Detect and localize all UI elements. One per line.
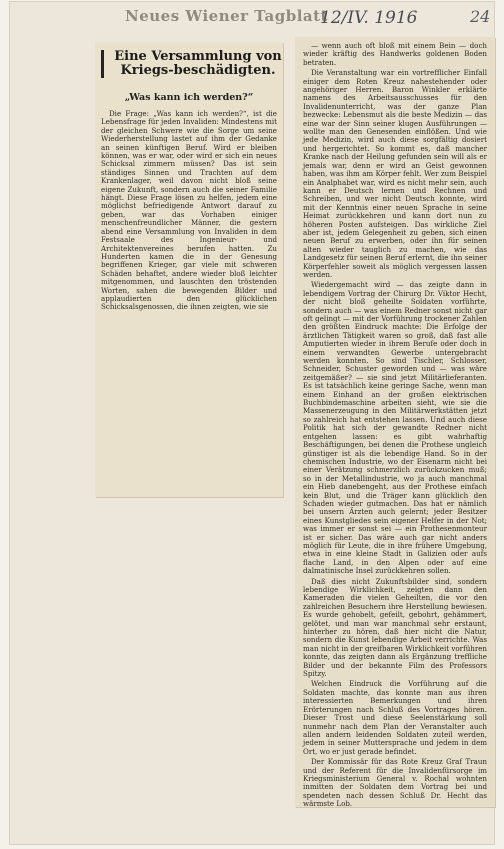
left-column-text	[101, 110, 277, 312]
masthead: Neues Wiener Tagblatt	[125, 7, 328, 25]
article-headline: Eine Versammlung von Kriegs-beschädigten.	[101, 50, 286, 78]
right-column-text	[303, 42, 487, 811]
paragraph: — wenn auch oft bloß mit einem Bein — doch wieder kräftig des Handwerks goldenen Boden betraten.	[303, 41, 487, 67]
paragraph: Der Kommissär für das Rote Kreuz Graf Traun und der Referent für die Invalidenfürsorge im Kriegsministerium General v. Rochal wohnten inmitten der Soldaten dem Vortrag bei und spendeten nach dessen Schluß Dr. Hecht das wärmste Lob.	[303, 757, 487, 809]
paragraph: Welchen Eindruck die Vorführung auf die Soldaten machte, das konnte man aus ihren interessierten Bemerkungen und ihren Erörterungen nach Schluß des Vortrages hören. Dieser Trost und diese Seelenstärkung soll nunmehr nach dem Plan der Veranstalter auch allen andern leidenden Soldaten zuteil werden, jedem in seiner Muttersprache und jedem in dem Ort, wo er just gerade befindet.	[303, 679, 487, 756]
page-number: 24	[470, 7, 491, 26]
handwritten-date: 12/IV. 1916	[320, 8, 418, 28]
paragraph: Die Frage: „Was kann ich werden?“, ist die Lebensfrage für jeden Invaliden: Mindestens mit der gleichen Schwere wie die Sorge um seine Wiederherstellung lastet auf ihm der Gedanke an seinen künftigen Beruf. Wird er bleiben können, was er war, oder wird er sich ein neues Schicksal zimmern müssen? Das ist sein ständiges Sinnen und Trachten auf dem Krankenlager, weil davon nicht bloß seine eigene Zukunft, sondern auch die seiner Familie hängt. Diese Frage lösen zu helfen, jedem eine möglichst befriedigende Antwort darauf zu geben, war das Vorhaben einiger menschenfreundlicher Männer, die gestern abend eine Versammlung von Invaliden in dem Festsaale des Ingenieur- und Architektenvereines berufen hatten. Zu Hunderten kamen die in der Genesung begriffenen Krieger, gar viele mit schweren Schäden behaftet, andere wieder bloß leichter mitgenommen, und lauschten den tröstenden Worten, sahen die bewegenden Bilder und applaudierten den glücklichen Schicksalsgenossen, die ihnen zeigten, wie sie	[101, 109, 277, 312]
article-subheadline: „Was kann ich werden?“	[124, 92, 254, 103]
clipping-left-column	[95, 42, 283, 497]
newspaper-sheet	[10, 2, 494, 844]
paragraph: Daß dies nicht Zukunftsbilder sind, sondern lebendige Wirklichkeit, zeigten dann den Kameraden die vielen Geheilten, die vor den zahlreichen Besuchern ihre Herstellung bewiesen. Es wurde gehobelt, gefeilt, gebohrt, gehämmert, gelötet, und man war manchmal sehr erstaunt, hinterher zu hören, daß hier nicht die Natur, sondern die Kunst lebendige Arbeit verrichte. Was man nicht in der greifbaren Wirklichkeit vorführen konnte, das zeigten dann als Ergänzung treffliche Bilder und der bekannte Film des Professors Spitzy.	[303, 576, 487, 679]
clipping-right-column	[295, 37, 495, 807]
paragraph: Die Veranstaltung war ein vortrefflicher Einfall einiger dem Roten Kreuz nahestehender oder angehöriger Herren. Baron Winkler erklärte namens des Arbeitsausschusses für den Invalidenunterricht, was der ganze Plan bezwecke: Lebensmut als die beste Medizin — das eine war der Sinn seiner klugen Ausführungen — wollte man den Genesenden einflößen. Und wie jede Medizin, wird auch diese sorgfältig dosiert und hergerichtet. So kommt es, daß mancher Kranke nach der Heilung gefunden sein will als er jemals war, denn er wird an Geist gewonnen haben, was ihm am Körper fehlt. Wer zum Beispiel ein Analphabet war, wird es nicht mehr sein, auch kann er Deutsch lernen und Rechnen und Schreiben, und wer nicht Deutsch konnte, wird mit der Kenntnis einer neuen Sprache in seine Heimat zurückkehren und kann dort nun zu höheren Posten aufsteigen. Das wirkliche Ziel aber ist, jedem Gelegenheit zu geben, sich einen neuen Beruf zu erwerben, oder ihn für seinen alten wieder tauglich zu machen, wie das Landgesetz für seinen Beruf erlernt, die ihn seiner Körperfehler soweit als möglich vergessen lassen werden.	[303, 68, 487, 279]
paragraph: Wiedergemacht wird — das zeigte dann in lebendigem Vortrag der Chirurg Dr. Viktor Hecht, der nicht bloß geheilte Soldaten vorführte, sondern auch — was einem Redner sonst nicht gar oft gelingt — mit der Vorführung trockener Zahlen den größten Eindruck machte: Die Erfolge der ärztlichen Tätigkeit waren so groß, daß fast alle Amputierten wieder in ihrem Berufe oder doch in einem verwandten Gewerbe untergebracht werden konnten. So sind Tischler, Schlosser, Schneider, Schuster geworden und — was wäre zeitgemäßer? — sie sind jetzt Militärlieferanten. Es ist tatsächlich keine geringe Sache, wenn man einem Einhand an der großen elektrischen Buchbindemaschine arbeiten sieht, wie sie die Massenerzeugung in den Militärwerkstätten jetzt so zahlreich hat entstehen lassen. Und auch diese Politik hat sich der gewandte Redner nicht entgehen lassen: es gibt wahrhaftig Beschäftigungen, bei denen die Prothese ungleich günstiger ist als die lebendige Hand. So in der chemischen Industrie, wo der Eisenarm nicht bei einer Verätzung schmerzlich zurückzucken muß; so in der Metallindustrie, wo ja auch manchmal ein Hieb danebengeht, aus der Prothese einfach kein Blut, und die Träger kann glücklich den Schaden wieder gutmachen. Das hat er nämlich bei unsern Ärzten auch gelernt; jeder Besitzer eines Kunstgliedes sein eigener Helfer in der Not; was immer er sonst sei — ein Prothesenmonteur ist er sicher. Das wäre auch gar nicht anders möglich für Leute, die in ihre frühere Umgebung, etwa in eine kleine Stadt in Galizien oder aufs flache Land, in den Alpen oder auf eine dalmatinische Insel zurückkehren sollen.	[303, 280, 487, 576]
